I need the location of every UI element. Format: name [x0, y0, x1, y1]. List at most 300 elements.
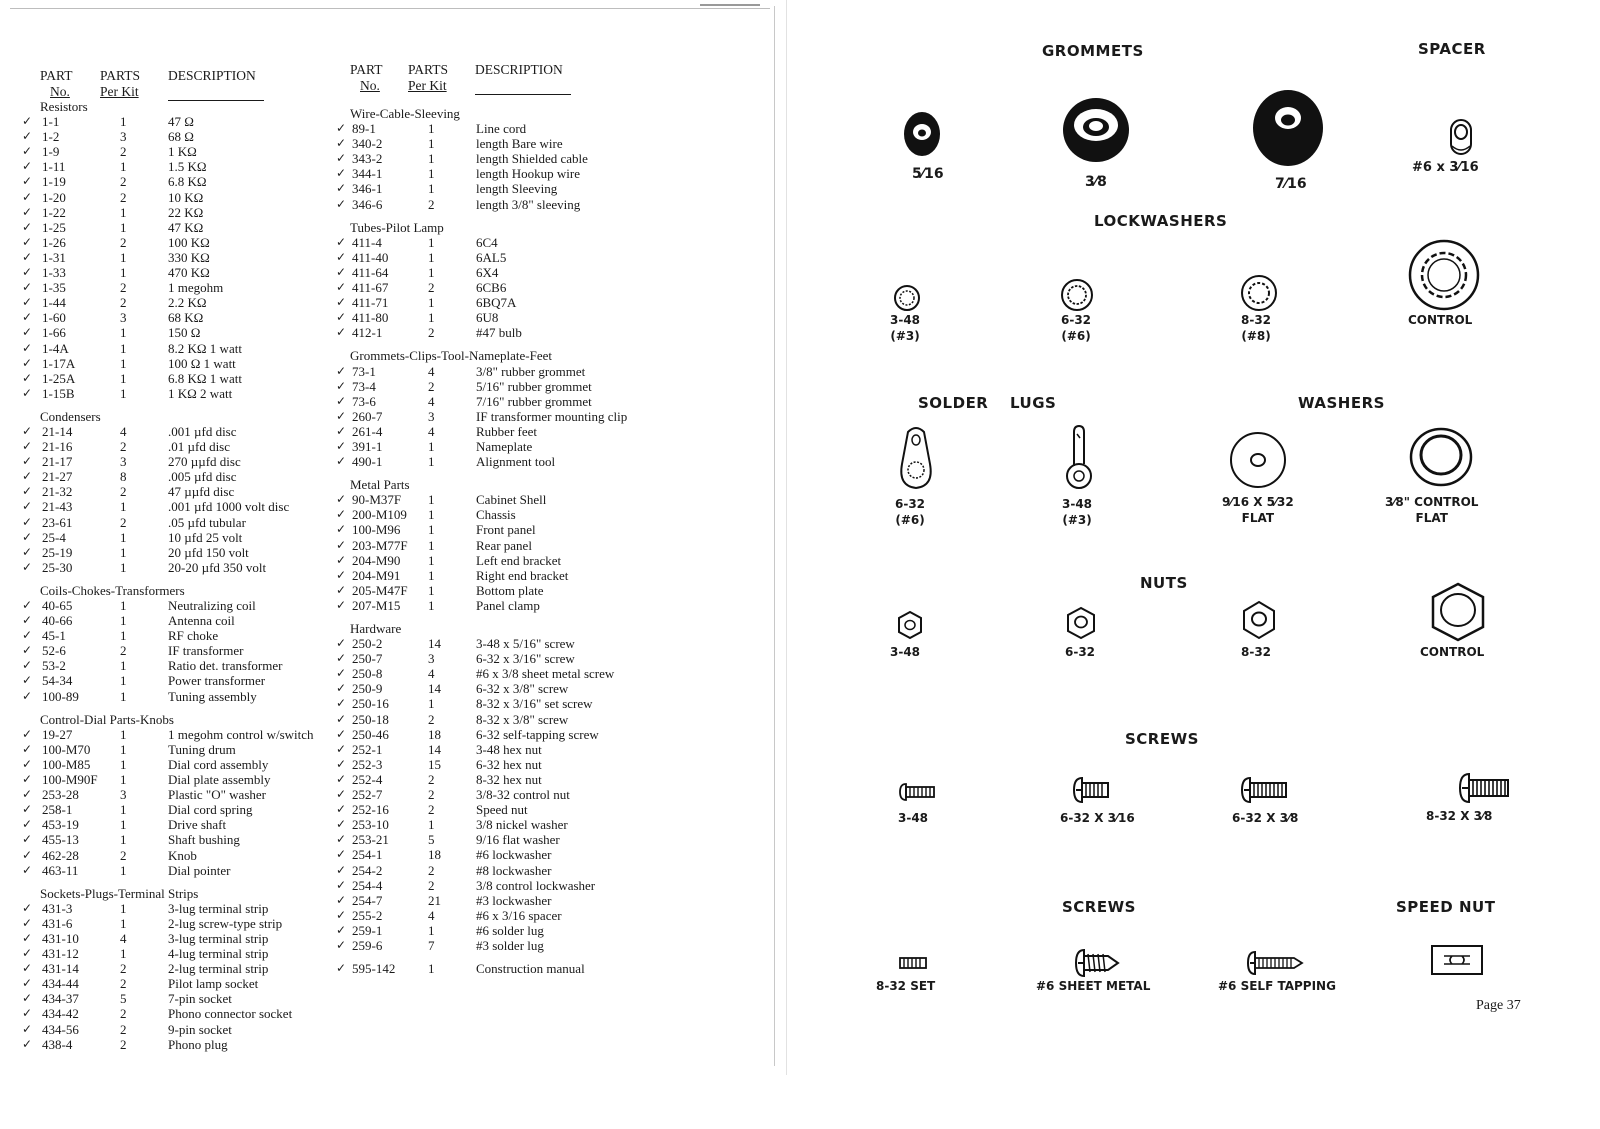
- part-row: [336, 454, 681, 469]
- part-quantity: 1: [428, 249, 435, 265]
- part-quantity: 5: [120, 991, 127, 1007]
- part-row: [336, 295, 681, 310]
- part-quantity: 2: [120, 234, 127, 250]
- screw-6-32-3-8-icon: [1240, 776, 1290, 804]
- part-quantity: 2: [428, 862, 435, 878]
- sheet-metal-screw-label: #6 SHEET METAL: [1036, 979, 1151, 993]
- part-row: [336, 310, 681, 325]
- part-quantity: 1: [428, 552, 435, 568]
- part-number: 23-61: [42, 514, 73, 530]
- part-quantity: 1: [120, 772, 127, 788]
- checkmark-icon: ✓: [22, 802, 33, 817]
- checkmark-icon: ✓: [336, 552, 347, 567]
- part-header-l1: PART: [40, 68, 73, 83]
- part-quantity: 18: [428, 847, 441, 863]
- washer-control-label: 3⁄8" CONTROL FLAT: [1385, 495, 1479, 525]
- part-row: [22, 174, 352, 189]
- checkmark-icon: ✓: [22, 219, 33, 234]
- washer-flat-icon: [1228, 430, 1288, 490]
- screw-6-32-3-8-label: 6-32 X 3⁄8: [1232, 811, 1299, 825]
- part-quantity: 1: [120, 688, 127, 704]
- part-row: [336, 598, 681, 613]
- col2-header: [350, 62, 590, 96]
- part-description: 68 Ω: [168, 129, 194, 145]
- scan-edge: [10, 8, 770, 9]
- nut-3-48-icon: [897, 610, 923, 640]
- part-number: 40-66: [42, 613, 73, 629]
- part-description: Cabinet Shell: [476, 492, 547, 508]
- checkmark-icon: ✓: [336, 937, 347, 952]
- checkmark-icon: ✓: [336, 862, 347, 877]
- part-number: 100-M70: [42, 741, 91, 757]
- part-quantity: 2: [120, 295, 127, 311]
- part-row: [22, 250, 352, 265]
- part-description: 330 KΩ: [168, 249, 210, 265]
- part-description: Front panel: [476, 522, 536, 538]
- part-description: length Sleeving: [476, 181, 558, 197]
- part-quantity: 2: [120, 189, 127, 205]
- part-quantity: 1: [120, 114, 127, 130]
- part-number: 250-7: [352, 651, 383, 667]
- part-description: RF choke: [168, 628, 219, 644]
- checkmark-icon: ✓: [22, 249, 33, 264]
- part-row: [22, 295, 352, 310]
- part-number: 21-32: [42, 484, 73, 500]
- part-number: 252-3: [352, 756, 383, 772]
- checkmark-icon: ✓: [22, 265, 33, 280]
- part-description: 6U8: [476, 310, 499, 326]
- part-number: 343-2: [352, 151, 383, 167]
- part-quantity: 1: [120, 249, 127, 265]
- part-quantity: 4: [120, 930, 127, 946]
- part-row: [336, 583, 681, 598]
- part-row: [22, 356, 352, 371]
- part-description: 4-lug terminal strip: [168, 946, 269, 962]
- part-row: [22, 991, 352, 1006]
- checkmark-icon: ✓: [22, 340, 33, 355]
- part-number: 1-31: [42, 249, 66, 265]
- part-row: [22, 560, 352, 575]
- sheet-metal-screw-icon: [1074, 948, 1120, 978]
- lockwasher-3-48-icon: [893, 284, 921, 312]
- desc-header: DESCRIPTION: [168, 68, 264, 101]
- part-row: [22, 530, 352, 545]
- lockwasher-8-32-label: 8-32 (#8): [1241, 313, 1272, 343]
- part-row: [22, 545, 352, 560]
- part-number: 73-4: [352, 378, 376, 394]
- part-quantity: 2: [120, 643, 127, 659]
- nut-control-label: CONTROL: [1420, 645, 1485, 659]
- part-number: 346-6: [352, 196, 383, 212]
- part-description: 6.8 KΩ: [168, 174, 207, 190]
- part-quantity: 1: [428, 507, 435, 523]
- part-number: 1-19: [42, 174, 66, 190]
- qty-header-l1: PARTS: [408, 62, 448, 77]
- part-header: [40, 68, 72, 100]
- checkmark-icon: ✓: [22, 726, 33, 741]
- part-number: 346-1: [352, 181, 383, 197]
- nut-3-48-label: 3-48: [890, 645, 921, 659]
- speed-nut-icon: [1430, 944, 1484, 976]
- part-row: [22, 802, 352, 817]
- grommet-3-8-icon: [1060, 92, 1132, 164]
- part-description: 3-48 x 5/16" screw: [476, 636, 575, 652]
- checkmark-icon: ✓: [336, 847, 347, 862]
- part-quantity: 1: [428, 234, 435, 250]
- checkmark-icon: ✓: [22, 946, 33, 961]
- part-quantity: 1: [120, 915, 127, 931]
- part-row: [336, 832, 681, 847]
- checkmark-icon: ✓: [336, 877, 347, 892]
- part-row: [336, 553, 681, 568]
- checkmark-icon: ✓: [22, 423, 33, 438]
- checkmark-icon: ✓: [22, 385, 33, 400]
- part-quantity: 3: [120, 129, 127, 145]
- part-quantity: 2: [120, 1036, 127, 1052]
- part-quantity: 1: [120, 613, 127, 629]
- part-number: 1-11: [42, 159, 66, 175]
- part-description: 3-48 hex nut: [476, 741, 542, 757]
- part-row: [22, 280, 352, 295]
- checkmark-icon: ✓: [336, 234, 347, 249]
- part-number: 1-26: [42, 234, 66, 250]
- section-title: Control-Dial Parts-Knobs: [40, 711, 174, 727]
- part-number: 1-60: [42, 310, 66, 326]
- part-number: 250-2: [352, 636, 383, 652]
- part-row: [22, 613, 352, 628]
- checkmark-icon: ✓: [22, 544, 33, 559]
- part-description: #3 lockwasher: [476, 892, 552, 908]
- part-description: 470 KΩ: [168, 265, 210, 281]
- grommet-7-16-label: 7⁄16: [1275, 176, 1307, 192]
- part-number: 438-4: [42, 1036, 73, 1052]
- part-quantity: 3: [120, 310, 127, 326]
- part-description: 3/8 control lockwasher: [476, 877, 596, 893]
- checkmark-icon: ✓: [336, 121, 347, 136]
- part-number: 1-35: [42, 280, 66, 296]
- qty-header-l1: PARTS: [100, 68, 140, 83]
- part-number: 252-1: [352, 741, 383, 757]
- part-number: 411-40: [352, 249, 389, 265]
- grommet-7-16-icon: [1250, 86, 1326, 168]
- part-quantity: 14: [428, 636, 441, 652]
- part-number: 1-25A: [42, 370, 76, 386]
- part-number: 453-19: [42, 817, 79, 833]
- checkmark-icon: ✓: [22, 930, 33, 945]
- part-number: 412-1: [352, 325, 383, 341]
- part-number: 90-M37F: [352, 492, 402, 508]
- section-gap: [22, 401, 352, 409]
- nut-8-32-label: 8-32: [1241, 645, 1272, 659]
- page-fold: [774, 6, 775, 1066]
- part-row: [22, 310, 352, 325]
- part-row: [336, 651, 681, 666]
- part-row: [336, 696, 681, 711]
- checkmark-icon: ✓: [22, 559, 33, 574]
- checkmark-icon: ✓: [22, 469, 33, 484]
- lockwasher-3-48-label: 3-48 (#3): [890, 313, 921, 343]
- part-description: Rear panel: [476, 537, 532, 553]
- part-row: [336, 802, 681, 817]
- part-number: 21-14: [42, 423, 73, 439]
- part-quantity: 2: [120, 280, 127, 296]
- part-quantity: 18: [428, 726, 441, 742]
- part-row: [336, 727, 681, 742]
- part-row: [336, 893, 681, 908]
- part-number: 261-4: [352, 423, 383, 439]
- part-quantity: 4: [428, 363, 435, 379]
- part-description: Rubber feet: [476, 423, 538, 439]
- part-quantity: 1: [428, 492, 435, 508]
- checkmark-icon: ✓: [22, 756, 33, 771]
- part-number: 100-M96: [352, 522, 401, 538]
- part-number: 1-1: [42, 114, 60, 130]
- part-quantity: 1: [120, 325, 127, 341]
- part-row: [336, 817, 681, 832]
- part-quantity: 1: [120, 529, 127, 545]
- part-number: 434-44: [42, 976, 79, 992]
- washers-heading: WASHERS: [1298, 394, 1385, 412]
- part-number: 25-4: [42, 529, 66, 545]
- part-description: 1 KΩ 2 watt: [168, 385, 233, 401]
- lockwasher-6-32-icon: [1060, 278, 1094, 312]
- section-title: Grommets-Clips-Tool-Nameplate-Feet: [350, 348, 552, 364]
- part-quantity: 4: [428, 423, 435, 439]
- part-quantity: 1: [120, 628, 127, 644]
- checkmark-icon: ✓: [22, 295, 33, 310]
- washer-control-icon: [1408, 426, 1474, 488]
- part-number: 434-37: [42, 991, 79, 1007]
- part-number: 253-28: [42, 787, 79, 803]
- checkmark-icon: ✓: [22, 961, 33, 976]
- part-quantity: 1: [428, 582, 435, 598]
- part-row: [336, 235, 681, 250]
- part-row: [22, 499, 352, 514]
- checkmark-icon: ✓: [336, 166, 347, 181]
- part-row: [336, 681, 681, 696]
- checkmark-icon: ✓: [22, 741, 33, 756]
- part-number: 595-142: [352, 961, 396, 977]
- part-row: [336, 197, 681, 212]
- scan-edge: [700, 4, 760, 6]
- checkmark-icon: ✓: [336, 771, 347, 786]
- solder-lug-6-32-icon: [898, 424, 934, 492]
- part-row: [22, 848, 352, 863]
- part-quantity: 1: [120, 265, 127, 281]
- part-description: 22 KΩ: [168, 204, 204, 220]
- part-description: .005 µfd disc: [168, 469, 237, 485]
- part-description: length Hookup wire: [476, 166, 580, 182]
- checkmark-icon: ✓: [336, 295, 347, 310]
- part-quantity: 1: [428, 438, 435, 454]
- grommet-3-8-label: 3⁄8: [1085, 174, 1107, 190]
- part-description: 6.8 KΩ 1 watt: [168, 370, 242, 386]
- section-gap: [336, 212, 681, 220]
- checkmark-icon: ✓: [336, 264, 347, 279]
- desc-header: DESCRIPTION: [475, 62, 571, 95]
- part-quantity: 1: [120, 544, 127, 560]
- checkmark-icon: ✓: [336, 151, 347, 166]
- part-number: 340-2: [352, 136, 383, 152]
- part-description: 20 µfd 150 volt: [168, 544, 249, 560]
- nuts-heading: NUTS: [1140, 574, 1188, 592]
- part-description: 20-20 µfd 350 volt: [168, 559, 267, 575]
- part-quantity: 1: [120, 900, 127, 916]
- part-header: [350, 62, 382, 94]
- part-row: [336, 409, 681, 424]
- part-description: 8-32 x 3/16" set screw: [476, 696, 593, 712]
- part-description: 9-pin socket: [168, 1021, 232, 1037]
- part-row: [336, 507, 681, 522]
- screw-6-32-3-16-icon: [1072, 776, 1112, 804]
- part-quantity: 1: [428, 696, 435, 712]
- screw-3-48-label: 3-48: [898, 811, 929, 825]
- part-number: 259-6: [352, 937, 383, 953]
- part-quantity: 3: [120, 454, 127, 470]
- part-number: 1-9: [42, 144, 60, 160]
- checkmark-icon: ✓: [22, 772, 33, 787]
- part-description: Phono plug: [168, 1036, 228, 1052]
- part-description: 1 KΩ: [168, 144, 197, 160]
- part-number: 250-18: [352, 711, 389, 727]
- checkmark-icon: ✓: [336, 522, 347, 537]
- part-quantity: 14: [428, 741, 441, 757]
- part-description: 47 KΩ: [168, 219, 204, 235]
- part-description: Speed nut: [476, 802, 528, 818]
- part-description: 3/8" rubber grommet: [476, 363, 586, 379]
- part-description: Neutralizing coil: [168, 598, 256, 613]
- checkmark-icon: ✓: [22, 234, 33, 249]
- section-gap: [336, 340, 681, 348]
- nut-8-32-icon: [1242, 600, 1276, 640]
- part-row: [336, 136, 681, 151]
- part-description: Right end bracket: [476, 567, 569, 583]
- part-number: 100-M85: [42, 756, 91, 772]
- part-description: 6AL5: [476, 249, 507, 265]
- part-quantity: 1: [428, 597, 435, 613]
- checkmark-icon: ✓: [22, 355, 33, 370]
- part-row: [336, 908, 681, 923]
- checkmark-icon: ✓: [22, 204, 33, 219]
- part-row: [22, 787, 352, 802]
- checkmark-icon: ✓: [336, 636, 347, 651]
- checkmark-icon: ✓: [336, 907, 347, 922]
- checkmark-icon: ✓: [336, 892, 347, 907]
- part-row: [22, 757, 352, 772]
- set-screw-icon: [898, 956, 928, 970]
- part-number: 252-7: [352, 787, 383, 803]
- part-number: 250-8: [352, 666, 383, 682]
- part-description: Shaft bushing: [168, 832, 240, 848]
- part-row: [22, 114, 352, 129]
- part-row: [22, 673, 352, 688]
- part-description: #8 lockwasher: [476, 862, 552, 878]
- part-description: Bottom plate: [476, 582, 544, 598]
- solder-lug-3-48-icon: [1064, 424, 1094, 492]
- checkmark-icon: ✓: [22, 976, 33, 991]
- part-quantity: 2: [120, 976, 127, 992]
- part-number: 205-M47F: [352, 582, 408, 598]
- checkmark-icon: ✓: [22, 991, 33, 1006]
- part-number: 1-25: [42, 219, 66, 235]
- part-number: 45-1: [42, 628, 66, 644]
- part-quantity: 1: [428, 121, 435, 137]
- part-number: 250-9: [352, 681, 383, 697]
- part-description: 1 megohm control w/switch: [168, 726, 314, 742]
- part-number: 1-33: [42, 265, 66, 281]
- part-quantity: 1: [428, 181, 435, 197]
- checkmark-icon: ✓: [336, 597, 347, 612]
- part-number: 344-1: [352, 166, 383, 182]
- part-row: [22, 235, 352, 250]
- part-number: 258-1: [42, 802, 73, 818]
- checkmark-icon: ✓: [22, 370, 33, 385]
- part-number: 253-10: [352, 817, 389, 833]
- part-description: Nameplate: [476, 438, 533, 454]
- part-quantity: 2: [120, 1006, 127, 1022]
- part-quantity: 1: [428, 310, 435, 326]
- part-row: [336, 961, 681, 976]
- part-quantity: 1: [120, 726, 127, 742]
- part-quantity: 2: [120, 961, 127, 977]
- part-quantity: 2: [428, 802, 435, 818]
- part-quantity: 2: [120, 439, 127, 455]
- part-number: 1-17A: [42, 355, 76, 371]
- part-row: [22, 144, 352, 159]
- part-description: 2-lug screw-type strip: [168, 915, 283, 931]
- checkmark-icon: ✓: [336, 832, 347, 847]
- spacer-icon: [1448, 118, 1474, 158]
- part-description: 7-pin socket: [168, 991, 232, 1007]
- part-number: 1-44: [42, 295, 66, 311]
- part-quantity: 1: [428, 961, 435, 977]
- part-number: 462-28: [42, 847, 79, 863]
- part-quantity: 1: [120, 385, 127, 401]
- part-description: Tuning assembly: [168, 688, 257, 704]
- lockwashers-heading: LOCKWASHERS: [1094, 212, 1228, 230]
- self-tapping-screw-label: #6 SELF TAPPING: [1218, 979, 1336, 993]
- part-quantity: 1: [120, 219, 127, 235]
- part-number: 1-2: [42, 129, 60, 145]
- part-row: [22, 325, 352, 340]
- part-quantity: 4: [428, 907, 435, 923]
- checkmark-icon: ✓: [22, 787, 33, 802]
- part-row: [336, 938, 681, 953]
- checkmark-icon: ✓: [336, 696, 347, 711]
- section-gap: [336, 613, 681, 621]
- part-description: length Bare wire: [476, 136, 563, 152]
- part-quantity: 2: [428, 877, 435, 893]
- part-description: IF transformer mounting clip: [476, 408, 628, 424]
- part-row: [336, 280, 681, 295]
- checkmark-icon: ✓: [22, 144, 33, 159]
- part-row: [22, 901, 352, 916]
- part-row: [22, 946, 352, 961]
- section-title: Condensers: [40, 408, 101, 424]
- part-description: .05 µfd tubular: [168, 514, 246, 530]
- part-quantity: 1: [120, 817, 127, 833]
- section-title: Resistors: [40, 99, 88, 114]
- part-description: Knob: [168, 847, 197, 863]
- checkmark-icon: ✓: [22, 915, 33, 930]
- checkmark-icon: ✓: [22, 817, 33, 832]
- part-row: [336, 181, 681, 196]
- part-row: [336, 151, 681, 166]
- part-row: [336, 166, 681, 181]
- part-quantity: 1: [120, 355, 127, 371]
- part-number: 250-16: [352, 696, 389, 712]
- checkmark-icon: ✓: [22, 1036, 33, 1051]
